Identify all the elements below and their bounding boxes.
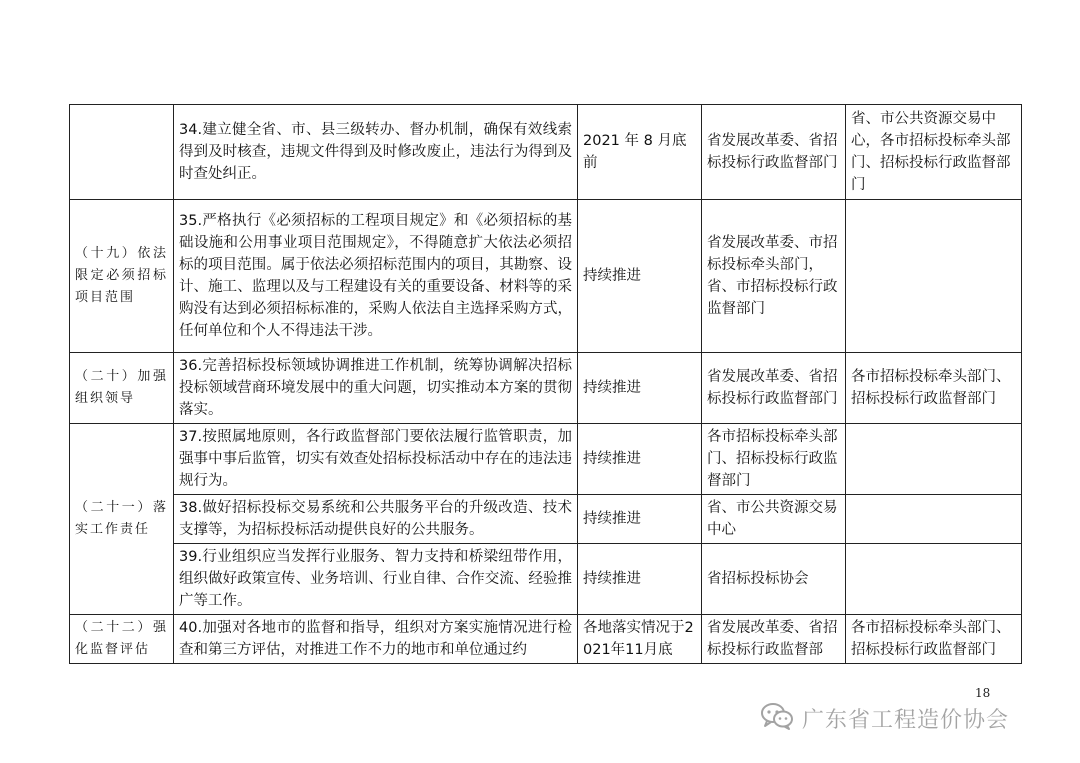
lead-department-cell: 省发展改革委、省招标投标行政监督部	[702, 615, 846, 664]
category-cell	[70, 105, 174, 200]
deadline-cell: 持续推进	[578, 544, 702, 615]
task-cell: 37.按照属地原则，各行政监督部门要依法履行监管职责，加强事中事后监管，切实有效查处招标投标活动中存在的违法违规行为。	[174, 424, 578, 495]
deadline-cell: 持续推进	[578, 200, 702, 353]
task-cell: 35.严格执行《必须招标的工程项目规定》和《必须招标的基础设施和公用事业项目范围规定》，不得随意扩大依法必须招标的项目范围。属于依法必须招标范围内的项目，其勘察、设计、施工、监理以及与工程建设有关的重要设备、材料等的采购没有达到必须招标标准的，采购人依法自主选择采购方式，任何单位和个人不得违法干涉。	[174, 200, 578, 353]
table-row	[70, 200, 1022, 353]
category-cell: （二十一）落实工作责任	[70, 424, 174, 615]
partner-department-cell	[846, 200, 1022, 353]
deadline-cell: 各地落实情况于2021年11月底	[578, 615, 702, 664]
deadline-cell: 持续推进	[578, 353, 702, 424]
table-row	[70, 105, 1022, 200]
page-number: 18	[975, 686, 991, 700]
table-row	[70, 495, 1022, 544]
deadline-cell: 2021 年 8 月底前	[578, 105, 702, 200]
watermark-text: 广东省工程造价协会	[802, 707, 1010, 733]
partner-department-cell	[846, 544, 1022, 615]
category-cell: （十九）依法限定必须招标项目范围	[70, 200, 174, 353]
lead-department-cell: 省、市公共资源交易中心	[702, 495, 846, 544]
table-row	[70, 615, 1022, 664]
document-table	[69, 104, 1022, 664]
lead-department-cell: 各市招标投标牵头部门、招标投标行政监督部门	[702, 424, 846, 495]
table-row	[70, 544, 1022, 615]
task-cell: 34.建立健全省、市、县三级转办、督办机制，确保有效线索得到及时核查，违规文件得到及时修改废止，违法行为得到及时查处纠正。	[174, 105, 578, 200]
lead-department-cell: 省发展改革委、省招标投标行政监督部门	[702, 105, 846, 200]
table-row	[70, 424, 1022, 495]
table-row	[70, 353, 1022, 424]
lead-department-cell: 省发展改革委、省招标投标行政监督部门	[702, 353, 846, 424]
lead-department-cell: 省招标投标协会	[702, 544, 846, 615]
watermark	[760, 703, 1009, 733]
lead-department-cell: 省发展改革委、市招标投标牵头部门，省、市招标投标行政监督部门	[702, 200, 846, 353]
partner-department-cell: 各市招标投标牵头部门、招标投标行政监督部门	[846, 615, 1022, 664]
wechat-icon	[760, 702, 794, 734]
task-cell: 40.加强对各地市的监督和指导，组织对方案实施情况进行检查和第三方评估，对推进工作不力的地市和单位通过约	[174, 615, 578, 664]
task-cell: 38.做好招标投标交易系统和公共服务平台的升级改造、技术支撑等，为招标投标活动提供良好的公共服务。	[174, 495, 578, 544]
deadline-cell: 持续推进	[578, 424, 702, 495]
category-cell: （二十二）强化监督评估	[70, 615, 174, 664]
category-cell: （二十）加强组织领导	[70, 353, 174, 424]
task-cell: 39.行业组织应当发挥行业服务、智力支持和桥梁纽带作用，组织做好政策宣传、业务培训、行业自律、合作交流、经验推广等工作。	[174, 544, 578, 615]
partner-department-cell	[846, 495, 1022, 544]
partner-department-cell: 各市招标投标牵头部门、招标投标行政监督部门	[846, 353, 1022, 424]
partner-department-cell	[846, 424, 1022, 495]
task-cell: 36.完善招标投标领域协调推进工作机制，统筹协调解决招标投标领域营商环境发展中的重大问题，切实推动本方案的贯彻落实。	[174, 353, 578, 424]
partner-department-cell: 省、市公共资源交易中心，各市招标投标牵头部门、招标投标行政监督部门	[846, 105, 1022, 200]
deadline-cell: 持续推进	[578, 495, 702, 544]
